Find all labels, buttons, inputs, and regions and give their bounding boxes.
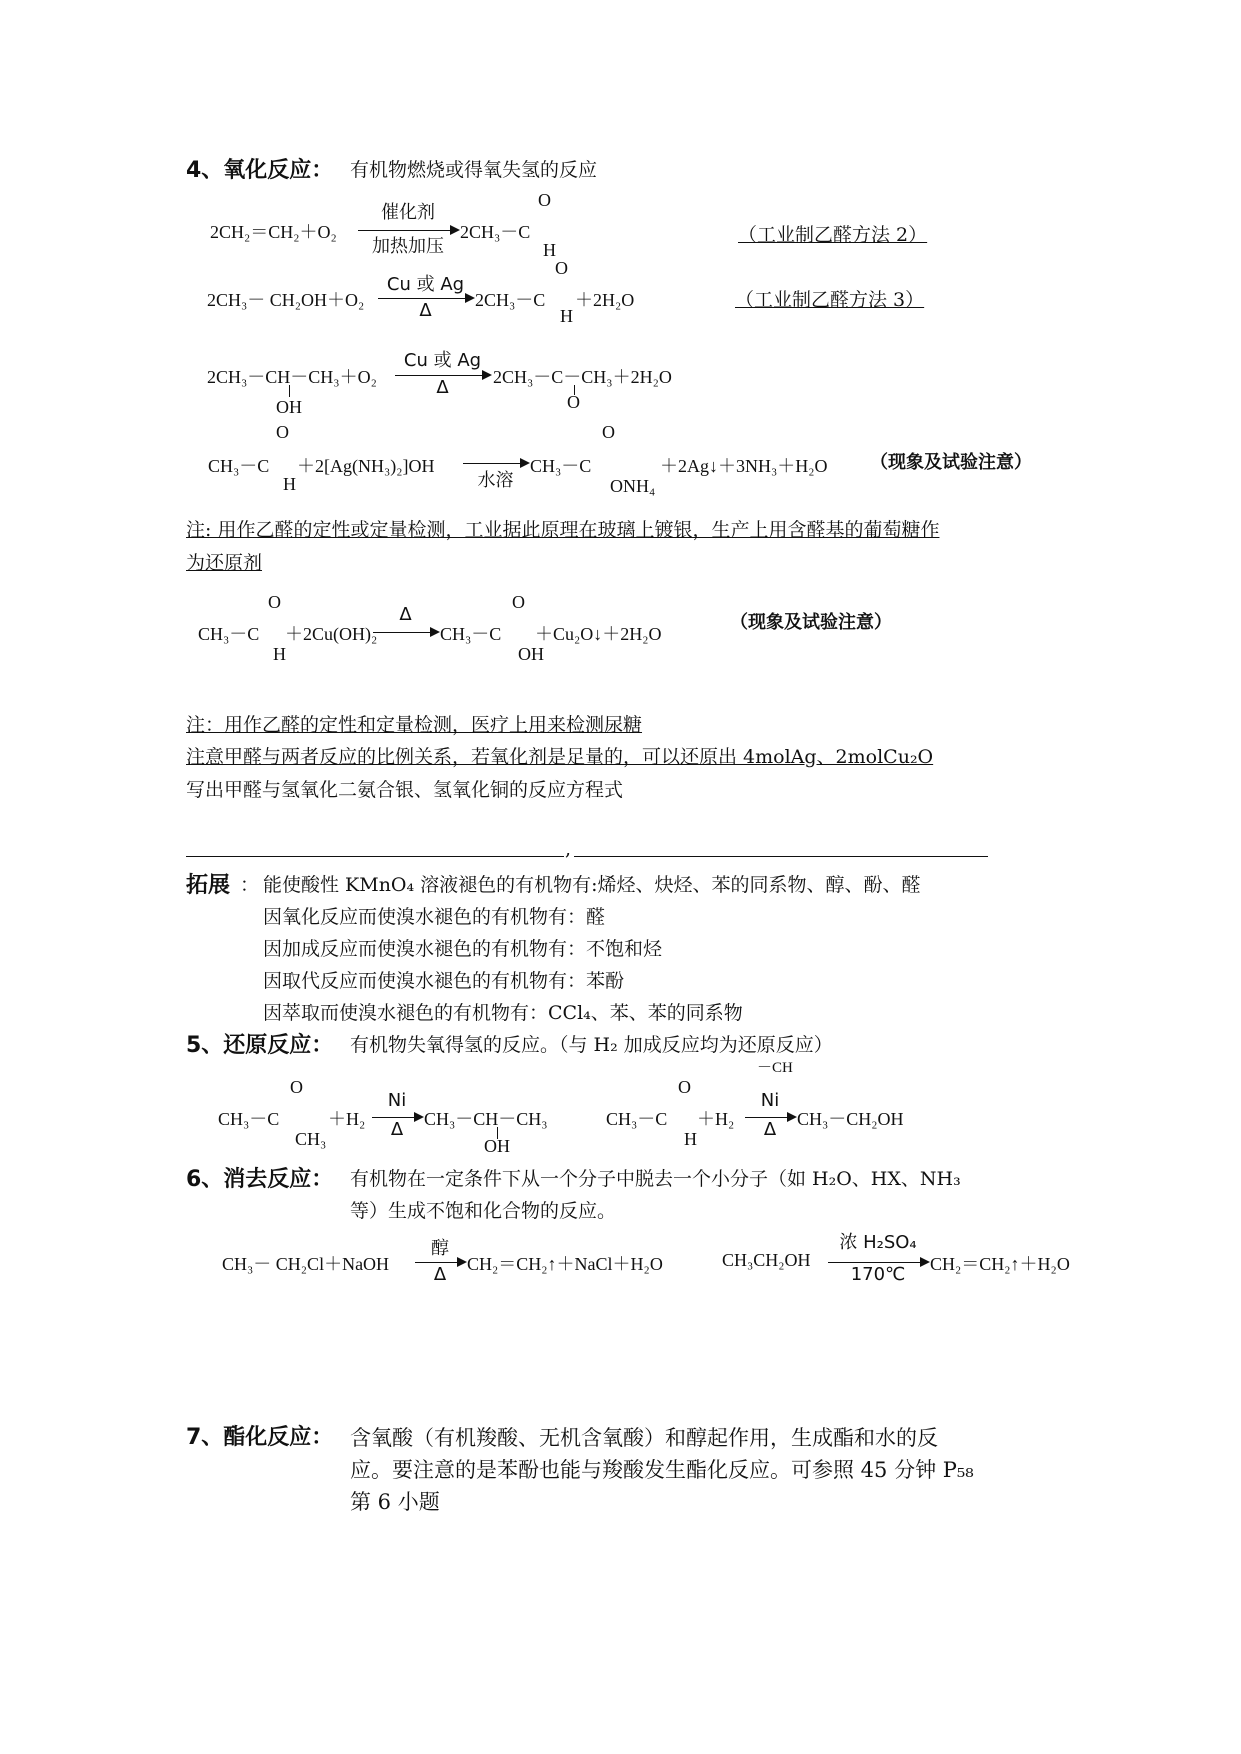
extension-colon: ： [240, 874, 260, 896]
s5a-hydroxyl: OH [484, 1136, 510, 1156]
eq4-condition-below: 水溶 [477, 470, 514, 491]
section-4-desc: 有机物燃烧或得氧失氢的反应 [350, 159, 598, 181]
eq1-lhs: 2CH₂＝CH₂＋O₂ [210, 222, 337, 242]
eq1-condition-below: 加热加压 [372, 236, 444, 257]
eq1-rhs: 2CH₃－C [460, 222, 531, 242]
extension-title: 拓展 [186, 873, 231, 898]
eq4-oxygen: O [276, 422, 289, 442]
s5a-rhs: CH₃－CH－CH₃ [424, 1109, 548, 1129]
eq2-hydrogen: H [560, 306, 573, 326]
eq3-bond [289, 385, 290, 397]
s5b-lhs2: ＋H₂ [697, 1109, 735, 1129]
eq2-oxygen: O [555, 258, 568, 278]
s5b-rhs: CH₃－CH₂OH [797, 1109, 904, 1129]
eq4-oxygen2: O [602, 422, 615, 442]
extension-line-2: 因氧化反应而使溴水褪色的有机物有：醛 [263, 906, 606, 928]
section-6-title: 6、消去反应： [186, 1167, 334, 1192]
s6b-condition-above: 浓 H₂SO₄ [839, 1232, 917, 1253]
eq3-condition-above: Cu 或 Ag [403, 350, 482, 371]
s5a-condition-below: Δ [390, 1119, 404, 1140]
eq5-lhs1: CH₃－C [198, 624, 260, 644]
eq1-arrow [358, 230, 458, 231]
section-7-title: 7、酯化反应： [186, 1425, 334, 1450]
extension-line-4: 因取代反应而使溴水褪色的有机物有：苯酚 [263, 970, 625, 992]
eq1-oxygen: O [538, 190, 551, 210]
eq2-reference: （工业制乙醛方法 3） [735, 289, 925, 311]
section-6-desc-2: 等）生成不饱和化合物的反应。 [350, 1200, 617, 1222]
eq5-hydrogen: H [273, 644, 286, 664]
extension-line-1: 能使酸性 KMnO₄ 溶液褪色的有机物有:烯烃、炔烃、苯的同系物、醇、酚、醛 [263, 874, 921, 896]
eq4-arrow [463, 463, 528, 464]
eq3-condition-below: Δ [436, 377, 449, 398]
eq5-arrow [373, 632, 438, 633]
s6a-arrow [415, 1262, 465, 1263]
section-6-desc-1: 有机物在一定条件下从一个分子中脱去一个小分子（如 H₂O、HX、NH₃ [350, 1168, 961, 1190]
eq4-onh4: ONH₄ [610, 476, 656, 496]
eq2-lhs: 2CH₃－ CH₂OH＋O₂ [207, 290, 365, 310]
eq3-oxygen: O [567, 392, 580, 412]
s5b-oxygen: O [678, 1077, 691, 1097]
note-silver-mirror-cont: 为还原剂 [186, 552, 263, 574]
eq1-hydrogen: H [543, 240, 556, 260]
s6a-condition-below: Δ [433, 1264, 447, 1285]
section-5-desc: 有机物失氧得氢的反应。（与 H₂ 加成反应均为还原反应） [350, 1034, 833, 1056]
s6b-rhs: CH₂＝CH₂↑＋H₂O [930, 1254, 1070, 1274]
s6a-lhs: CH₃－ CH₂Cl＋NaOH [222, 1254, 390, 1274]
s5a-condition-above: Ni [387, 1090, 407, 1111]
s5a-methyl: CH₃ [295, 1129, 327, 1149]
s5b-hydrogen: H [684, 1129, 697, 1149]
eq4-lhs1: CH₃－C [208, 456, 270, 476]
s6b-condition-below: 170℃ [850, 1264, 906, 1285]
s5a-oxygen: O [290, 1077, 303, 1097]
note-formaldehyde-ratio: 注意甲醛与两者反应的比例关系，若氧化剂是足量的，可以还原出 4molAg、2molCu₂O [186, 746, 934, 768]
eq4-lhs2: ＋2[Ag(NH₃)₂]OH [297, 456, 435, 476]
s6a-rhs: CH₂＝CH₂↑＋NaCl＋H₂O [467, 1254, 663, 1274]
eq5-lhs2: ＋2Cu(OH)₂ [285, 624, 378, 644]
answer-comma: , [565, 838, 572, 860]
eq2-rhs: 2CH₃－C [475, 290, 546, 310]
section-7-line-2: 应。要注意的是苯酚也能与羧酸发生酯化反应。可参照 45 分钟 P₅₈ [350, 1458, 974, 1482]
s5a-lhs2: ＋H₂ [328, 1109, 366, 1129]
eq2-condition-above: Cu 或 Ag [386, 274, 465, 295]
eq3-arrow [395, 375, 490, 376]
answer-blank-1[interactable] [186, 856, 564, 857]
section-5-ch-note: －CH [757, 1060, 793, 1076]
s5a-lhs1: CH₃－C [218, 1109, 280, 1129]
eq5-rhs2: ＋Cu₂O↓＋2H₂O [535, 624, 662, 644]
eq5-note: （现象及试验注意） [730, 612, 892, 633]
s5a-arrow [372, 1117, 422, 1118]
section-7-line-3: 第 6 小题 [350, 1490, 440, 1514]
extension-line-3: 因加成反应而使溴水褪色的有机物有：不饱和烃 [263, 938, 663, 960]
eq4-hydrogen: H [283, 474, 296, 494]
eq1-condition-above: 催化剂 [381, 202, 435, 223]
s5b-arrow [745, 1117, 795, 1118]
eq4-rhs2: ＋2Ag↓＋3NH₃＋H₂O [660, 456, 828, 476]
eq2-condition-below: Δ [419, 300, 432, 321]
eq5-hydroxyl: OH [518, 644, 544, 664]
eq5-oxygen: O [268, 592, 281, 612]
eq4-note: （现象及试验注意） [870, 452, 1032, 473]
s5b-lhs1: CH₃－C [606, 1109, 668, 1129]
section-4-title: 4、氧化反应： [186, 158, 334, 183]
eq2-tail: ＋2H₂O [575, 290, 635, 310]
eq1-reference: （工业制乙醛方法 2） [738, 224, 928, 246]
eq3-rhs: 2CH₃－C－CH₃＋2H₂O [493, 367, 672, 387]
note-write-equations: 写出甲醛与氢氧化二氨合银、氢氧化铜的反应方程式 [186, 779, 624, 801]
s6b-arrow [828, 1262, 928, 1263]
s5b-condition-above: Ni [760, 1090, 780, 1111]
eq4-rhs1: CH₃－C [530, 456, 592, 476]
s5b-condition-below: Δ [763, 1119, 777, 1140]
s6a-condition-above: 醇 [431, 1238, 449, 1259]
answer-blank-2[interactable] [574, 856, 988, 857]
s6b-lhs: CH₃CH₂OH [722, 1250, 811, 1270]
eq5-condition-above: Δ [399, 604, 412, 625]
eq3-lhs: 2CH₃－CH－CH₃＋O₂ [207, 367, 377, 387]
eq5-oxygen2: O [512, 592, 525, 612]
eq5-rhs1: CH₃－C [440, 624, 502, 644]
eq3-hydroxyl: OH [276, 397, 302, 417]
note-silver-mirror: 注: 用作乙醛的定性或定量检测，工业据此原理在玻璃上镀银，生产上用含醛基的葡萄糖作 [186, 519, 940, 541]
section-5-title: 5、还原反应： [186, 1033, 334, 1058]
section-7-line-1: 含氧酸（有机羧酸、无机含氧酸）和醇起作用，生成酯和水的反 [350, 1426, 938, 1450]
eq2-arrow [378, 298, 473, 299]
note-urine-sugar: 注：用作乙醛的定性和定量检测，医疗上用来检测尿糖 [186, 714, 643, 736]
extension-line-5: 因萃取而使溴水褪色的有机物有：CCl₄、苯、苯的同系物 [263, 1002, 743, 1024]
